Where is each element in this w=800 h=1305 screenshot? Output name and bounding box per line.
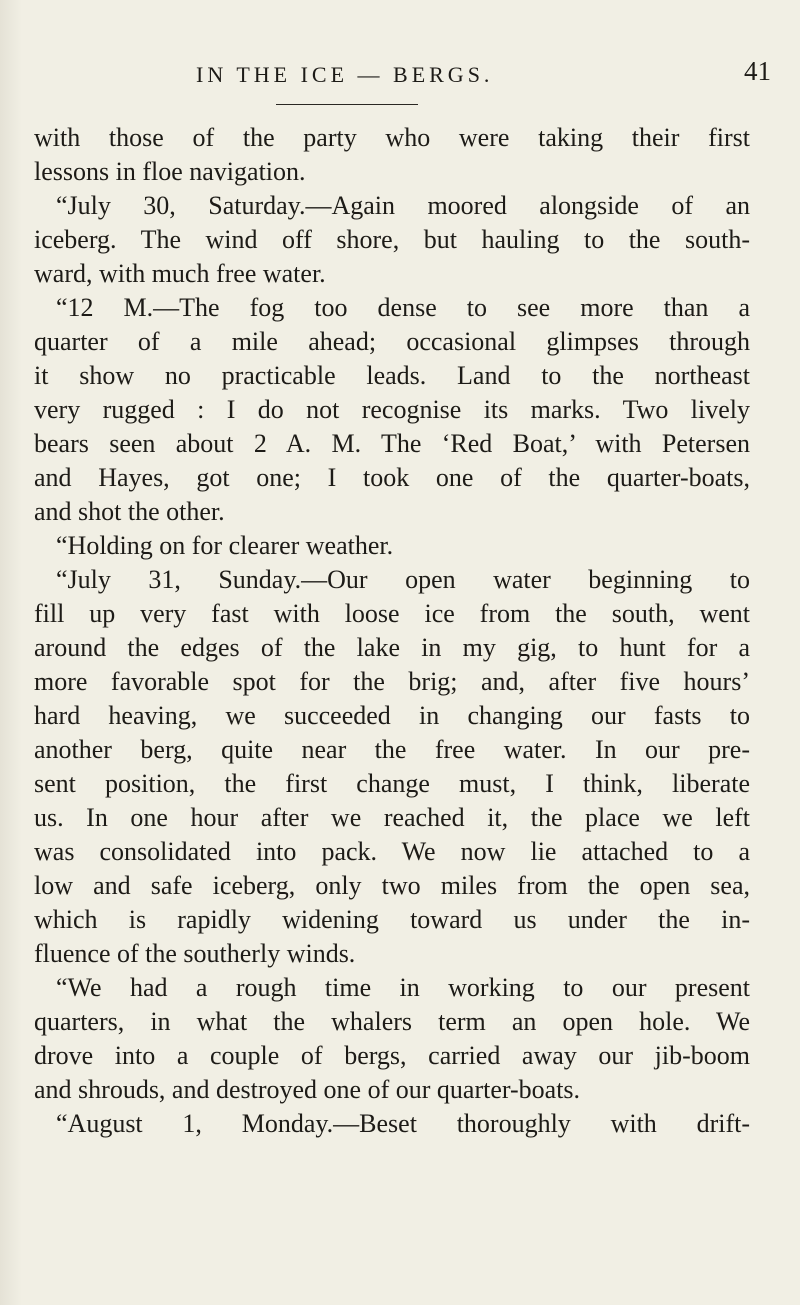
header-rule xyxy=(276,104,418,105)
text-line: hard heaving, we succeeded in changing our fasts to xyxy=(34,701,750,730)
text-line: “Holding on for clearer weather. xyxy=(56,531,394,560)
text-line: “We had a rough time in working to our present xyxy=(56,973,750,1002)
text-line: and shrouds, and destroyed one of our quarter-boats. xyxy=(34,1075,581,1104)
text-line: was consolidated into pack. We now lie attached to a xyxy=(34,837,750,866)
text-line: lessons in floe navigation. xyxy=(34,157,306,186)
body-text xyxy=(34,121,750,1141)
text-line: bears seen about 2 A. M. The ‘Red Boat,’ with Petersen xyxy=(34,429,750,458)
text-line: us. In one hour after we reached it, the place we left xyxy=(34,803,750,832)
text-line: “12 M.—The fog too dense to see more than a xyxy=(56,293,750,322)
text-line: and shot the other. xyxy=(34,497,225,526)
text-line: iceberg. The wind off shore, but hauling to the south- xyxy=(34,225,750,254)
text-line: with those of the party who were taking their first xyxy=(34,123,750,152)
running-title: IN THE ICE — BERGS. xyxy=(196,62,494,87)
text-line: around the edges of the lake in my gig, to hunt for a xyxy=(34,633,750,662)
text-line: drove into a couple of bergs, carried away our jib-boom xyxy=(34,1041,750,1070)
text-line: low and safe iceberg, only two miles from the open sea, xyxy=(34,871,750,900)
text-line: “August 1, Monday.—Beset thoroughly with drift- xyxy=(56,1109,750,1138)
page-number: 41 xyxy=(744,56,771,86)
text-line: and Hayes, got one; I took one of the quarter-boats, xyxy=(34,463,750,492)
text-line: another berg, quite near the free water. In our pre- xyxy=(34,735,750,764)
text-line: sent position, the first change must, I think, liberate xyxy=(34,769,750,798)
text-line: it show no practicable leads. Land to the northeast xyxy=(34,361,750,390)
text-line: quarter of a mile ahead; occasional glimpses through xyxy=(34,327,750,356)
text-line: fluence of the southerly winds. xyxy=(34,939,356,968)
text-line: “July 31, Sunday.—Our open water beginning to xyxy=(56,565,750,594)
text-line: quarters, in what the whalers term an open hole. We xyxy=(34,1007,750,1036)
text-line: which is rapidly widening toward us under the in- xyxy=(34,905,750,934)
text-line: very rugged : I do not recognise its marks. Two lively xyxy=(34,395,750,424)
text-line: “July 30, Saturday.—Again moored alongside of an xyxy=(56,191,750,220)
text-line: ward, with much free water. xyxy=(34,259,326,288)
text-line: fill up very fast with loose ice from the south, went xyxy=(34,599,750,628)
text-line: more favorable spot for the brig; and, after five hours’ xyxy=(34,667,750,696)
